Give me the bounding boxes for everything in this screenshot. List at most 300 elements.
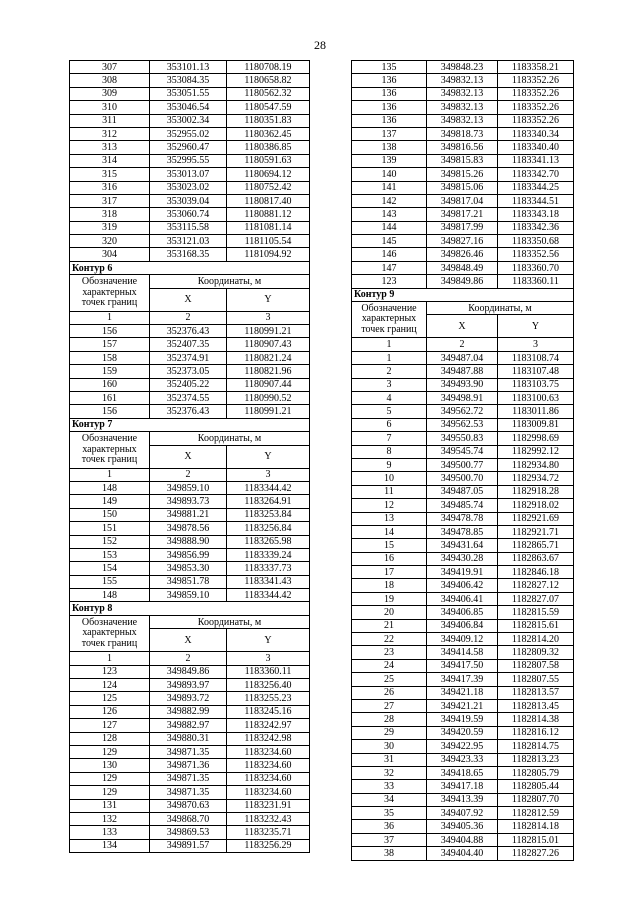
table-row bbox=[352, 539, 574, 552]
coordinate-y: 1180881.12 bbox=[227, 208, 310, 221]
column-number: 3 bbox=[227, 468, 310, 481]
coordinate-x: 349815.06 bbox=[427, 181, 498, 194]
coordinate-y: 1183352.26 bbox=[498, 114, 574, 127]
coordinate-y: 1182934.80 bbox=[498, 458, 574, 471]
coordinate-x: 349421.21 bbox=[427, 699, 498, 712]
coordinate-x: 349414.58 bbox=[427, 646, 498, 659]
table-row bbox=[70, 181, 310, 194]
coordinate-x: 352407.35 bbox=[150, 338, 227, 351]
coordinate-y: 1183340.40 bbox=[498, 141, 574, 154]
table-row bbox=[352, 807, 574, 820]
point-number: 310 bbox=[70, 101, 150, 114]
table-row bbox=[70, 74, 310, 87]
column-number: 1 bbox=[352, 338, 427, 351]
coordinate-y: 1183344.25 bbox=[498, 181, 574, 194]
table-row bbox=[70, 508, 310, 521]
point-number: 311 bbox=[70, 114, 150, 127]
coordinate-x: 349888.90 bbox=[150, 535, 227, 548]
point-number: 6 bbox=[352, 418, 427, 431]
coordinate-y: 1182815.59 bbox=[498, 606, 574, 619]
point-number: 35 bbox=[352, 807, 427, 820]
table-row bbox=[352, 726, 574, 739]
table-row bbox=[352, 659, 574, 672]
point-number: 23 bbox=[352, 646, 427, 659]
table-row bbox=[352, 261, 574, 274]
coordinate-x: 349815.26 bbox=[427, 168, 498, 181]
point-number: 156 bbox=[70, 405, 150, 418]
point-number: 146 bbox=[352, 248, 427, 261]
table-row bbox=[70, 154, 310, 167]
point-number: 157 bbox=[70, 338, 150, 351]
coordinate-x: 349893.72 bbox=[150, 692, 227, 705]
header-x: X bbox=[150, 288, 227, 311]
point-number: 144 bbox=[352, 221, 427, 234]
coordinate-y: 1182992.12 bbox=[498, 445, 574, 458]
page-number: 28 bbox=[314, 38, 326, 52]
coordinate-y: 1182827.26 bbox=[498, 847, 574, 860]
table-row bbox=[70, 194, 310, 207]
point-number: 31 bbox=[352, 753, 427, 766]
coordinate-y: 1181105.54 bbox=[227, 235, 310, 248]
coordinate-y: 1183352.26 bbox=[498, 101, 574, 114]
coordinate-x: 353023.02 bbox=[150, 181, 227, 194]
point-number: 14 bbox=[352, 525, 427, 538]
table-row bbox=[352, 154, 574, 167]
table-row bbox=[352, 579, 574, 592]
point-number: 11 bbox=[352, 485, 427, 498]
table-row bbox=[352, 766, 574, 779]
point-number: 25 bbox=[352, 673, 427, 686]
coordinate-y: 1183337.73 bbox=[227, 562, 310, 575]
table-row bbox=[70, 221, 310, 234]
coordinate-y: 1180817.40 bbox=[227, 194, 310, 207]
coordinate-y: 1180821.24 bbox=[227, 351, 310, 364]
coordinate-x: 353168.35 bbox=[150, 248, 227, 261]
point-number: 159 bbox=[70, 365, 150, 378]
point-number: 125 bbox=[70, 692, 150, 705]
point-number: 3 bbox=[352, 378, 427, 391]
column-number-row bbox=[352, 338, 574, 351]
point-number: 124 bbox=[70, 679, 150, 692]
header-coordinates: Координаты, м bbox=[150, 275, 310, 288]
coordinate-y: 1180708.19 bbox=[227, 61, 310, 74]
point-number: 154 bbox=[70, 562, 150, 575]
table-row bbox=[352, 275, 574, 288]
coordinate-y: 1182814.18 bbox=[498, 820, 574, 833]
point-number: 22 bbox=[352, 633, 427, 646]
coordinate-y: 1183256.84 bbox=[227, 522, 310, 535]
coordinate-x: 349431.64 bbox=[427, 539, 498, 552]
point-number: 138 bbox=[352, 141, 427, 154]
contour-title: Контур 9 bbox=[352, 288, 574, 301]
table-row bbox=[70, 235, 310, 248]
coordinate-y: 1183352.26 bbox=[498, 87, 574, 100]
table-row bbox=[70, 745, 310, 758]
coordinate-x: 349871.35 bbox=[150, 786, 227, 799]
coordinate-y: 1180991.21 bbox=[227, 325, 310, 338]
point-number: 150 bbox=[70, 508, 150, 521]
table-row bbox=[352, 378, 574, 391]
table-row bbox=[352, 61, 574, 74]
coordinate-x: 349500.77 bbox=[427, 458, 498, 471]
point-number: 30 bbox=[352, 740, 427, 753]
table-row bbox=[352, 753, 574, 766]
coordinate-y: 1180547.59 bbox=[227, 101, 310, 114]
point-number: 319 bbox=[70, 221, 150, 234]
table-row bbox=[70, 208, 310, 221]
table-row bbox=[352, 566, 574, 579]
table-row bbox=[352, 499, 574, 512]
coordinate-x: 349418.65 bbox=[427, 766, 498, 779]
point-number: 143 bbox=[352, 208, 427, 221]
point-number: 34 bbox=[352, 793, 427, 806]
coordinate-x: 349891.57 bbox=[150, 839, 227, 852]
coordinate-y: 1183340.34 bbox=[498, 127, 574, 140]
coordinate-x: 349404.40 bbox=[427, 847, 498, 860]
coordinate-x: 349893.73 bbox=[150, 495, 227, 508]
coordinate-x: 349870.63 bbox=[150, 799, 227, 812]
header-designation: Обозначение характерных точек границ bbox=[70, 432, 150, 468]
point-number: 134 bbox=[70, 839, 150, 852]
table-row bbox=[70, 378, 310, 391]
coordinate-x: 349848.49 bbox=[427, 261, 498, 274]
coordinate-y: 1182863.67 bbox=[498, 552, 574, 565]
table-row bbox=[352, 87, 574, 100]
coordinate-y: 1180907.44 bbox=[227, 378, 310, 391]
coordinate-y: 1182812.59 bbox=[498, 807, 574, 820]
coordinate-y: 1180351.83 bbox=[227, 114, 310, 127]
header-row bbox=[352, 302, 574, 315]
table-row bbox=[70, 535, 310, 548]
point-number: 32 bbox=[352, 766, 427, 779]
point-number: 123 bbox=[70, 665, 150, 678]
coordinate-x: 349815.83 bbox=[427, 154, 498, 167]
coordinate-x: 349856.99 bbox=[150, 548, 227, 561]
coordinate-y: 1183342.36 bbox=[498, 221, 574, 234]
coordinate-y: 1182814.38 bbox=[498, 713, 574, 726]
coordinate-y: 1182815.61 bbox=[498, 619, 574, 632]
coordinate-y: 1182809.32 bbox=[498, 646, 574, 659]
table-row bbox=[352, 351, 574, 364]
coordinate-x: 349487.04 bbox=[427, 351, 498, 364]
coordinate-y: 1183344.51 bbox=[498, 194, 574, 207]
table-row bbox=[70, 799, 310, 812]
coordinate-y: 1183339.24 bbox=[227, 548, 310, 561]
table-row bbox=[70, 338, 310, 351]
table-row bbox=[352, 432, 574, 445]
point-number: 129 bbox=[70, 745, 150, 758]
header-designation: Обозначение характерных точек границ bbox=[352, 302, 427, 338]
point-number: 15 bbox=[352, 539, 427, 552]
contour-title: Контур 8 bbox=[70, 602, 310, 615]
point-number: 129 bbox=[70, 772, 150, 785]
point-number: 307 bbox=[70, 61, 150, 74]
coordinate-y: 1180991.21 bbox=[227, 405, 310, 418]
header-y: Y bbox=[227, 629, 310, 652]
coordinate-x: 349406.42 bbox=[427, 579, 498, 592]
table-row bbox=[70, 812, 310, 825]
point-number: 129 bbox=[70, 786, 150, 799]
coordinate-x: 349417.18 bbox=[427, 780, 498, 793]
table-row bbox=[70, 589, 310, 602]
coordinate-x: 349893.97 bbox=[150, 679, 227, 692]
table-row bbox=[70, 679, 310, 692]
coordinate-y: 1182814.75 bbox=[498, 740, 574, 753]
table-row bbox=[70, 365, 310, 378]
table-row bbox=[352, 646, 574, 659]
point-number: 16 bbox=[352, 552, 427, 565]
point-number: 24 bbox=[352, 659, 427, 672]
point-number: 36 bbox=[352, 820, 427, 833]
coordinate-y: 1183344.42 bbox=[227, 481, 310, 494]
table-row bbox=[70, 495, 310, 508]
coordinate-x: 349871.35 bbox=[150, 772, 227, 785]
coordinate-x: 349562.53 bbox=[427, 418, 498, 431]
coordinate-y: 1183234.60 bbox=[227, 786, 310, 799]
point-number: 131 bbox=[70, 799, 150, 812]
coordinate-y: 1183234.60 bbox=[227, 745, 310, 758]
coordinate-x: 349419.91 bbox=[427, 566, 498, 579]
coordinate-x: 352373.05 bbox=[150, 365, 227, 378]
table-row bbox=[70, 87, 310, 100]
coordinate-x: 349550.83 bbox=[427, 432, 498, 445]
coordinate-x: 349487.05 bbox=[427, 485, 498, 498]
table-row bbox=[70, 101, 310, 114]
coordinate-y: 1183011.86 bbox=[498, 405, 574, 418]
coordinate-y: 1183009.81 bbox=[498, 418, 574, 431]
coordinate-y: 1180990.52 bbox=[227, 391, 310, 404]
table-row bbox=[352, 445, 574, 458]
table-row bbox=[70, 405, 310, 418]
point-number: 132 bbox=[70, 812, 150, 825]
coordinate-x: 352405.22 bbox=[150, 378, 227, 391]
point-number: 26 bbox=[352, 686, 427, 699]
coordinate-x: 349404.88 bbox=[427, 833, 498, 846]
table-row bbox=[352, 552, 574, 565]
coordinate-x: 349871.36 bbox=[150, 759, 227, 772]
coordinate-y: 1182807.58 bbox=[498, 659, 574, 672]
point-number: 8 bbox=[352, 445, 427, 458]
table-row bbox=[70, 351, 310, 364]
table-row bbox=[352, 833, 574, 846]
table-row bbox=[352, 699, 574, 712]
point-number: 37 bbox=[352, 833, 427, 846]
coordinate-y: 1183341.13 bbox=[498, 154, 574, 167]
coordinate-y: 1182934.72 bbox=[498, 472, 574, 485]
coordinate-x: 352376.43 bbox=[150, 325, 227, 338]
point-number: 137 bbox=[352, 127, 427, 140]
coordinate-y: 1182805.79 bbox=[498, 766, 574, 779]
table-row bbox=[70, 391, 310, 404]
coordinate-y: 1183256.40 bbox=[227, 679, 310, 692]
coordinate-x: 353046.54 bbox=[150, 101, 227, 114]
coordinate-y: 1183360.11 bbox=[227, 665, 310, 678]
point-number: 156 bbox=[70, 325, 150, 338]
coordinate-x: 349406.85 bbox=[427, 606, 498, 619]
contour-title-row bbox=[70, 418, 310, 431]
column-number: 1 bbox=[70, 311, 150, 324]
coordinate-x: 349851.78 bbox=[150, 575, 227, 588]
coordinate-x: 349406.84 bbox=[427, 619, 498, 632]
table-row bbox=[352, 633, 574, 646]
point-number: 21 bbox=[352, 619, 427, 632]
coordinate-y: 1182921.69 bbox=[498, 512, 574, 525]
table-row bbox=[70, 562, 310, 575]
table-row bbox=[70, 141, 310, 154]
table-row bbox=[352, 673, 574, 686]
table-row bbox=[352, 391, 574, 404]
table-row bbox=[352, 181, 574, 194]
column-number: 1 bbox=[70, 468, 150, 481]
coordinate-x: 349478.85 bbox=[427, 525, 498, 538]
coordinate-y: 1182807.70 bbox=[498, 793, 574, 806]
table-row bbox=[70, 127, 310, 140]
coordinate-y: 1182918.28 bbox=[498, 485, 574, 498]
point-number: 152 bbox=[70, 535, 150, 548]
coordinate-y: 1183231.91 bbox=[227, 799, 310, 812]
coordinate-y: 1183108.74 bbox=[498, 351, 574, 364]
point-number: 7 bbox=[352, 432, 427, 445]
point-number: 136 bbox=[352, 74, 427, 87]
coordinate-y: 1182918.02 bbox=[498, 499, 574, 512]
coordinate-x: 352995.55 bbox=[150, 154, 227, 167]
table-row bbox=[352, 405, 574, 418]
table-row bbox=[70, 772, 310, 785]
point-number: 2 bbox=[352, 365, 427, 378]
point-number: 318 bbox=[70, 208, 150, 221]
coordinate-x: 352955.02 bbox=[150, 127, 227, 140]
coordinate-x: 349487.88 bbox=[427, 365, 498, 378]
table-row bbox=[70, 705, 310, 718]
table-row bbox=[70, 522, 310, 535]
table-row bbox=[352, 221, 574, 234]
column-number: 3 bbox=[227, 311, 310, 324]
coordinate-y: 1182805.44 bbox=[498, 780, 574, 793]
header-x: X bbox=[150, 445, 227, 468]
coordinate-y: 1180658.82 bbox=[227, 74, 310, 87]
table-row bbox=[70, 732, 310, 745]
table-row bbox=[70, 786, 310, 799]
table-row bbox=[352, 208, 574, 221]
coordinate-y: 1183235.71 bbox=[227, 826, 310, 839]
coordinate-y: 1182865.71 bbox=[498, 539, 574, 552]
coordinate-x: 349871.35 bbox=[150, 745, 227, 758]
coordinate-x: 349420.59 bbox=[427, 726, 498, 739]
coordinate-x: 349485.74 bbox=[427, 499, 498, 512]
table-row bbox=[70, 548, 310, 561]
point-number: 38 bbox=[352, 847, 427, 860]
coordinate-x: 349405.36 bbox=[427, 820, 498, 833]
table-row bbox=[70, 168, 310, 181]
point-number: 28 bbox=[352, 713, 427, 726]
table-row bbox=[352, 248, 574, 261]
coordinate-y: 1183350.68 bbox=[498, 235, 574, 248]
coordinate-x: 353084.35 bbox=[150, 74, 227, 87]
table-row bbox=[352, 194, 574, 207]
coordinate-y: 1182827.12 bbox=[498, 579, 574, 592]
point-number: 308 bbox=[70, 74, 150, 87]
point-number: 127 bbox=[70, 719, 150, 732]
coordinate-x: 349853.30 bbox=[150, 562, 227, 575]
header-x: X bbox=[427, 315, 498, 338]
point-number: 13 bbox=[352, 512, 427, 525]
coordinate-x: 349881.21 bbox=[150, 508, 227, 521]
coordinate-y: 1183264.91 bbox=[227, 495, 310, 508]
column-number: 1 bbox=[70, 652, 150, 665]
coordinate-x: 349478.78 bbox=[427, 512, 498, 525]
point-number: 151 bbox=[70, 522, 150, 535]
point-number: 140 bbox=[352, 168, 427, 181]
coordinate-x: 349409.12 bbox=[427, 633, 498, 646]
table-row bbox=[352, 847, 574, 860]
contour-title-row bbox=[70, 602, 310, 615]
point-number: 160 bbox=[70, 378, 150, 391]
column-number: 3 bbox=[227, 652, 310, 665]
column-number-row bbox=[70, 468, 310, 481]
column-number: 2 bbox=[150, 652, 227, 665]
table-row bbox=[352, 713, 574, 726]
point-number: 153 bbox=[70, 548, 150, 561]
table-row bbox=[70, 575, 310, 588]
coordinate-y: 1183242.97 bbox=[227, 719, 310, 732]
point-number: 148 bbox=[70, 481, 150, 494]
table-row bbox=[70, 481, 310, 494]
coordinate-y: 1183343.18 bbox=[498, 208, 574, 221]
coordinate-y: 1182813.57 bbox=[498, 686, 574, 699]
header-x: X bbox=[150, 629, 227, 652]
coordinate-x: 349826.46 bbox=[427, 248, 498, 261]
coordinate-x: 349818.73 bbox=[427, 127, 498, 140]
table-row bbox=[352, 101, 574, 114]
coordinate-x: 349407.92 bbox=[427, 807, 498, 820]
coordinate-y: 1182813.23 bbox=[498, 753, 574, 766]
coordinate-x: 349817.99 bbox=[427, 221, 498, 234]
table-row bbox=[70, 248, 310, 261]
coordinate-x: 349562.72 bbox=[427, 405, 498, 418]
header-designation: Обозначение характерных точек границ bbox=[70, 615, 150, 651]
point-number: 130 bbox=[70, 759, 150, 772]
coordinate-x: 349859.10 bbox=[150, 589, 227, 602]
coordinate-x: 353115.58 bbox=[150, 221, 227, 234]
point-number: 5 bbox=[352, 405, 427, 418]
table-row bbox=[352, 114, 574, 127]
coordinate-x: 349423.33 bbox=[427, 753, 498, 766]
point-number: 18 bbox=[352, 579, 427, 592]
point-number: 1 bbox=[352, 351, 427, 364]
point-number: 141 bbox=[352, 181, 427, 194]
point-number: 315 bbox=[70, 168, 150, 181]
point-number: 148 bbox=[70, 589, 150, 602]
coordinate-x: 349832.13 bbox=[427, 114, 498, 127]
coordinate-y: 1182827.07 bbox=[498, 592, 574, 605]
table-row bbox=[352, 780, 574, 793]
coordinate-x: 353121.03 bbox=[150, 235, 227, 248]
coordinate-x: 349848.23 bbox=[427, 61, 498, 74]
coordinate-y: 1183352.26 bbox=[498, 74, 574, 87]
coordinate-x: 349849.86 bbox=[427, 275, 498, 288]
coordinate-x: 349493.90 bbox=[427, 378, 498, 391]
coordinate-x: 349417.39 bbox=[427, 673, 498, 686]
point-number: 145 bbox=[352, 235, 427, 248]
table-row bbox=[352, 485, 574, 498]
point-number: 320 bbox=[70, 235, 150, 248]
table-row bbox=[352, 592, 574, 605]
coordinate-y: 1183344.42 bbox=[227, 589, 310, 602]
point-number: 142 bbox=[352, 194, 427, 207]
point-number: 309 bbox=[70, 87, 150, 100]
coordinate-y: 1183358.21 bbox=[498, 61, 574, 74]
coordinate-y: 1183352.56 bbox=[498, 248, 574, 261]
